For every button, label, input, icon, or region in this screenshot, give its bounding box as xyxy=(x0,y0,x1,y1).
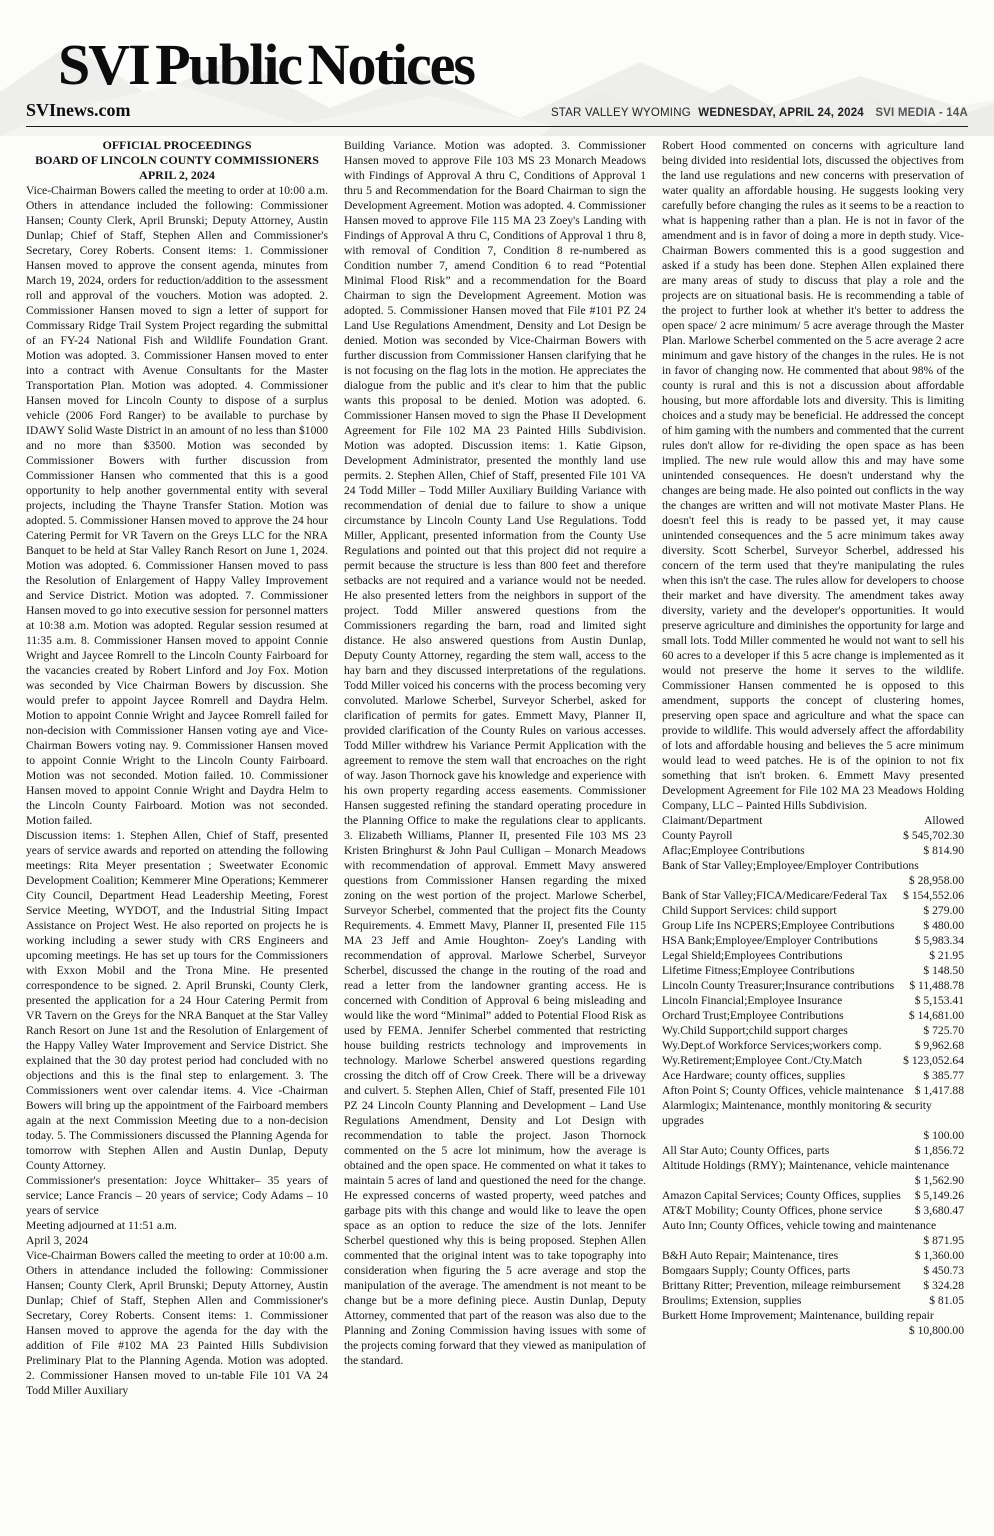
claim-amount: $ 3,680.47 xyxy=(914,1204,964,1217)
claim-amount: $ 21.95 xyxy=(929,949,964,962)
claim-row xyxy=(662,918,964,933)
claims-header xyxy=(662,813,964,828)
claim-name: Auto Inn; County Offices, vehicle towing and maintenance xyxy=(662,1219,937,1232)
claim-amount: $ 123,052.64 xyxy=(903,1054,964,1067)
claim-name: Amazon Capital Services; County Offices, supplies xyxy=(662,1189,901,1202)
claim-name: Wy.Retirement;Employee Cont./Cty.Match xyxy=(662,1054,863,1067)
claim-name: Lincoln County Treasurer;Insurance contributions xyxy=(662,979,895,992)
paragraph: Building Variance. Motion was adopted. 3. Commissioner Hansen moved to approve File 103 MS 23 Monarch Meadows with Findings of Approval A thru C, Conditions of Approval 1 thru 5 and Recommendation for the Board Chairman to sign the Development Agreement. Motion was adopted. 4. Commissioner Hansen moved to approve File 115 MA 23 Zoey's Landing with Findings of Approval A thru C, Conditions of Approval 1 thru 8, with removal of Condition 7, Condition 8 re-numbered as Condition number 7, amend Condition 6 to read “Potential Minimal Flood Risk” and a recommendation for the Board Chairman to sign the Development Agreement. Motion was adopted. 5. Commissioner Hansen moved that File #101 PZ 24 Land Use Regulations Amendment, Density and Lot Design be denied. Motion was seconded by Vice-Chairman Bowers with further discussion from Commissioner Hansen clarifying that he is not focusing on the flag lots in the motion. He appreciates the dialogue from the public and it's clear to him that the public wants this proposal to be denied. Motion was adopted. 6. Commissioner Hansen moved to sign the Phase II Development Agreement for File 102 MA 23 Painted Hills Subdivision. Motion was adopted. Discussion items: 1. Katie Gipson, Development Administrator, presented the monthly land use permits. 2. Stephen Allen, Chief of Staff, presented File 101 VA 24 Todd Miller – Todd Miller Auxiliary Building Variance with recommendation of denial due to failure to show a unique circumstance by Lincoln County Land Use Regulations. Todd Miller, Applicant, presented information from the County Use Regulations and pointed out that this project did not require a permit because the structure is less than 800 feet and therefore setbacks are not required and a variance would not be needed. He also presented letters from the neighbors in support of the project. Todd Miller answered questions from the Commissioners regarding the barn, road and limited sight distance. He also answered questions from Austin Dunlap, Deputy County Attorney, regarding the stem wall, access to the hay barn and they discussed interpretations of the regulations. Todd Miller voiced his concerns with the process becoming very convoluted. Marlowe Scherbel, Surveyor Scherbel, asked for clarification of permits for gates. Emmett Mavy, Planner II, provided clarification of the County Rules on various accesses. Todd Miller withdrew his Variance Permit Application with the agreement to remove the stem wall that encroaches on the right of way. Jason Thornock gave his knowledge and experience with his own property regarding access easements. Commissioner Hansen suggested refining the standard operating procedure in the Planning Office to make the regulations clear to applicants. 3. Elizabeth Williams, Planner II, presented File 103 MS 23 Kristen Bringhurst & John Paul Culligan – Monarch Meadows with recommendation of approval. Emmett Mavy answered questions from Commissioner Hansen regarding the mixed zoning on the west portion of the project. Marlowe Scherbel, Surveyor Scherbel, commented that the project fits the County Requirements. 4. Emmett Mavy, Planner II, presented File 115 MA 23 Jeff and Amie Houghton- Zoey's Landing with recommendation of approval. Marlowe Scherbel, Surveyor Scherbel, discussed the change in the routing of the road and read a letter from the landowner granting access. He is concerned with Condition of Approval 6 being misleading and would like the word “Minimal” added to Potential Flood Risk as used by FEMA. Jennifer Scherbel commented that restricting house building restricts technology and improvements in technology. Marlowe Scherbel answered questions regarding crossing the ditch off of Crow Creek. There will be a driveway and culvert. 5. Stephen Allen, Chief of Staff, presented File 101 PZ 24 Lincoln County Planning and Development – Land Use Regulations Amendment, Density and Lot Design with recommendation to table the project. Jason Thornock commented on the 5 acre lot minimum, how the average is obtained and the open space. He commented on what it takes to maintain 5 acres of land and questioned the need for the change. He expressed concerns of wasted property, weed patches and garbage pits with this change and would like to leave the open space as an option to reduce the size of the lots. Jennifer Scherbel questioned why this is being proposed. Stephen Allen commented that the original intent was to take topography into consideration when figuring the 5 acre average and stop the manipulation of the average. The amendment is not meant to be change but be a more defining piece. Austin Dunlap, Deputy Attorney, commented that part of the reason was also due to the Planning and Zoning Commission having issues with some of the projects coming forward that they viewed as manipulation of the standard. xyxy=(344,139,646,1367)
paragraph: Discussion items: 1. Stephen Allen, Chief of Staff, presented years of service awards and reported on attending the following meetings: Rita Meyer presentation ; Sweetwater Economic Development Coalition; Kemmerer Mine Operations; Kemmerer City Council, Department Head Leadership Meeting, Forest Service Meeting, WYDOT, and the Industrial Siting Impact Assistance on Project West. He also reported on projects he is working including a sewer study with CRS Engineers and upcoming meetings. He has set up tours for the Commissioners with Exxon Mobil and the Trona Mine. He presented correspondence to be signed. 2. April Brunski, County Clerk, presented the application for a 24 Hour Catering Permit from VR Tavern on the Greys for the NRA Banquet at the Star Valley Ranch Resort on June 1st and the Resolution of Enlargement of the Happy Valley Water Improvement and Service District. She explained that the 30 day protest period had concluded with no objections and this is the final step to enlargement. 3. The Commissioners went over calendar items. 4. Vice -Chairman Bowers will bring up the appointment of the Fairboard members again at the next Commission Meeting due to a non-decision today. 5. The Commissioners discussed the Planning Agenda for tomorrow with Stephen Allen and Austin Dunlap, Deputy County Attorney. xyxy=(26,829,328,1172)
claim-name: Broulims; Extension, supplies xyxy=(662,1294,802,1307)
paragraph: Meeting adjourned at 11:51 a.m. xyxy=(26,1219,177,1232)
claims-table xyxy=(662,813,964,1338)
masthead xyxy=(26,0,968,127)
claim-name: AT&T Mobility; County Offices, phone service xyxy=(662,1204,883,1217)
claim-amount: $ 450.73 xyxy=(923,1264,964,1277)
claim-row xyxy=(662,1203,964,1218)
claim-amount: $ 5,153.41 xyxy=(914,994,964,1007)
claim-row xyxy=(662,903,964,918)
claim-row xyxy=(662,1218,964,1248)
claim-name: Bank of Star Valley;Employee/Employer Contributions xyxy=(662,859,919,872)
claim-amount: $ 725.70 xyxy=(923,1024,964,1037)
claim-amount: $ 1,856.72 xyxy=(914,1144,964,1157)
article-column-2 xyxy=(344,138,646,1524)
claim-name: Alarmlogix; Maintenance, monthly monitoring & security upgrades xyxy=(662,1099,932,1127)
claim-amount: $ 5,149.26 xyxy=(914,1189,964,1202)
masthead-title: SVI Public Notices xyxy=(58,32,474,97)
claim-row xyxy=(662,933,964,948)
claims-rows xyxy=(662,828,964,1338)
claim-row xyxy=(662,1308,964,1338)
claim-row xyxy=(662,1248,964,1263)
article-column-1 xyxy=(26,138,328,1524)
paragraph: Vice-Chairman Bowers called the meeting to order at 10:00 a.m. Others in attendance included the following: Commissioner Hansen; County Clerk, April Brunski; Deputy Attorney, Austin Dunlap; Chief of Staff, Stephen Allen and Commissioner's Secretary, Corey Roberts. Consent items: 1. Commissioner Hansen moved to approve the consent agenda, minutes from March 19, 2024, orders for reduction/addition to the assessment roll and approval of the vouchers. Motion was adopted. 2. Commissioner Hansen moved to sign a letter of support for Commissary Ridge Trail System Project regarding the submittal of an FY-24 National Fish and Wildlife Foundation Grant. Motion was adopted. 3. Commissioner Hansen moved to enter into a contract with Avenue Consultants for the Master Transportation Plan. Motion was adopted. 4. Commissioner Hansen moved for Lincoln County to dispose of a surplus vehicle (2006 Ford Ranger) to be available to purchase by IDAWY Solid Waste District in an amount of no less than $1000 and no more than $3500. Motion was seconded by Commissioner Bowers with further discussion from Commissioner Hansen who commented that this is a good opportunity to help another governmental entity with several projects, including the Thayne Transfer Station. Motion was adopted. 5. Commissioner Hansen moved to approve the 24 hour Catering Permit for VR Tavern on the Greys LLC for the NRA Banquet to be held at Star Valley Ranch Resort on June 1, 2024. Motion was adopted. 6. Commissioner Hansen moved to pass the Resolution of Enlargement of Happy Valley Improvement and Service District. Motion was adopted. 7. Commissioner Hansen moved to go into executive session for personnel matters at 10:38 a.m. Motion was adopted. Regular session resumed at 11:35 a.m. 8. Commissioner Hansen moved to appoint Connie Wright and Jaycee Romrell to the Lincoln County Fairboard for the vacancies created by Robert Linford and Joy Fox. Motion was seconded by Vice Chairman Bowers by discussion. She would prefer to appoint Jaycee Romrell and Daydra Helm. Motion to appoint Connie Wright and Jaycee Romrell failed for non-decision with Commissioner Hansen voting aye and Vice-Chairman Bowers voting nay. 9. Commissioner Hansen moved to appoint Connie Wright to the Lincoln County Fairboard. Motion was not seconded. Motion failed. 10. Commissioner Hansen moved to appoint Connie Wright and Daydra Helm to the Lincoln County Fairboard. Motion was not seconded. Motion failed. xyxy=(26,184,328,827)
claim-name: Bank of Star Valley;FICA/Medicare/Federal Tax xyxy=(662,889,888,902)
claim-row xyxy=(662,1098,964,1143)
paragraph: Commissioner's presentation: Joyce Whittaker– 35 years of service; Lance Francis – 20 years of service; Cody Adams – 10 years of service xyxy=(26,1174,328,1217)
claim-name: Group Life Ins NCPERS;Employee Contributions xyxy=(662,919,895,932)
article-heading-board: BOARD OF LINCOLN COUNTY COMMISSIONERS xyxy=(35,153,319,167)
claim-name: County Payroll xyxy=(662,829,733,842)
claims-header-claimant: Claimant/Department xyxy=(662,814,763,827)
claim-row xyxy=(662,1188,964,1203)
claim-name: Brittany Ritter; Prevention, mileage reimbursement xyxy=(662,1279,901,1292)
claim-amount: $ 81.05 xyxy=(929,1294,964,1307)
paragraph: Vice-Chairman Bowers called the meeting to order at 10:00 a.m. Others in attendance included the following: Commissioner Hansen; County Clerk, April Brunski; Deputy Attorney, Austin Dunlap; Chief of Staff, Stephen Allen and Commissioner's Secretary, Corey Roberts. Consent items: 1. Commissioner Hansen moved to approve the agenda for the day with the addition of File #102 MA 23 Painted Hills Subdivision Preliminary Plat to the Planning Agenda. Motion was adopted. 2. Commissioner Hansen moved to un-table File 101 VA 24 Todd Miller Auxiliary xyxy=(26,1249,328,1397)
claim-name: Altitude Holdings (RMY); Maintenance, vehicle maintenance xyxy=(662,1159,950,1172)
claim-row xyxy=(662,1068,964,1083)
claim-row xyxy=(662,1023,964,1038)
claim-row xyxy=(662,948,964,963)
article-column-3 xyxy=(662,138,964,1524)
claim-row xyxy=(662,843,964,858)
masthead-divider xyxy=(26,126,968,127)
article-heading-proceedings: OFFICIAL PROCEEDINGS xyxy=(102,138,252,152)
claim-name: Child Support Services: child support xyxy=(662,904,837,917)
paragraph: Robert Hood commented on concerns with agriculture land being divided into residential lots, discussed the objectives from the land use regulations and new concerns with preservation of water quality an affordable housing. He suggests looking very carefully before changing the rules as it seems to be a reaction to what is happening rather than a plan. He is not in favor of the amendment and is in favor of doing a more in depth study. Vice-Chairman Bowers commented this is a good suggestion and asked if a study has been done. Stephen Allen explained there are many areas of study to discuss that play a role and the projects are on situational basis. He is recommending a table of the project to further look at whether it's better to address the open space/ 2 acre minimum/ 5 acre average through the Master Plan. Marlowe Scherbel commented on the 5 acre average 2 acre minimum and gave history of the changes in the rules. He is not in favor of changing now. He commented that about 98% of the county is rural and this is not a discussion about affordable housing, but more affordable lots and diversity. This is limiting choices and a study may be beneficial. He addressed the concept of him gaming with the numbers and commented that the current rules don't allow for re-dividing the open space as has been implied. The new rule would allow this and may have some unintended consequences. He doesn't understand why the changes are being made. He also pointed out conflicts in the way the changes are written and will not motivate Master Plans. He doesn't feel this is ready to be passed yet, it may cause unintended consequences and the 5 acre minimum takes away diversity. Scott Scherbel, Surveyor Scherbel, addressed his concern of the term used that they're manipulating the rules when this isn't the case. The rules allow for developers to choose their market and have diversity. The amendment takes away diversity, variety and the developer's opportunities. It would preserve agriculture and diminishes the opportunity for large and small lots. Todd Miller commented he would not want to sell his 60 acres to a developer if this 5 acre change is implemented as it would not preserve the home it serves to the wildlife. Commissioner Hansen commented he is opposed to this amendment, supports the concept of clustering homes, preserving open space and agriculture and what the space can provide to wildlife. This would adversely affect the affordability of lots and affordable housing and believes the 5 acre minimum would lead to weed patches. He is of the opinion to not fix something that isn't broken. 6. Emmett Mavy presented Development Agreement for File 102 MA 23 Meadows Holding Company, LLC – Painted Hills Subdivision. xyxy=(662,139,964,812)
claim-row xyxy=(662,1053,964,1068)
claim-amount: $ 324.28 xyxy=(923,1279,964,1292)
claim-row xyxy=(662,828,964,843)
claim-name: B&H Auto Repair; Maintenance, tires xyxy=(662,1249,839,1262)
claim-amount: $ 871.95 xyxy=(923,1234,964,1247)
dateline-location: STAR VALLEY WYOMING xyxy=(550,107,691,119)
claim-name: Aflac;Employee Contributions xyxy=(662,844,805,857)
claims-header-allowed: Allowed xyxy=(924,814,964,827)
paragraph: April 3, 2024 xyxy=(26,1234,89,1247)
claim-amount: $ 1,360.00 xyxy=(914,1249,964,1262)
claim-name: Wy.Dept.of Workforce Services;workers comp. xyxy=(662,1039,882,1052)
claim-row xyxy=(662,1038,964,1053)
claim-name: Lincoln Financial;Employee Insurance xyxy=(662,994,843,1007)
claim-amount: $ 545,702.30 xyxy=(903,829,964,842)
claim-name: Burkett Home Improvement; Maintenance, building repair xyxy=(662,1309,934,1322)
dateline-row xyxy=(26,100,968,126)
claim-amount: $ 480.00 xyxy=(923,919,964,932)
column-1-paragraphs xyxy=(26,183,328,1398)
claim-row xyxy=(662,1008,964,1023)
claim-row xyxy=(662,1083,964,1098)
claim-amount: $ 814.90 xyxy=(923,844,964,857)
article-heading-date: APRIL 2, 2024 xyxy=(139,168,215,182)
claim-amount: $ 5,983.34 xyxy=(914,934,964,947)
claim-name: Orchard Trust;Employee Contributions xyxy=(662,1009,844,1022)
claim-amount: $ 1,562.90 xyxy=(914,1174,964,1187)
claim-amount: $ 100.00 xyxy=(923,1129,964,1142)
claim-amount: $ 148.50 xyxy=(923,964,964,977)
claim-row xyxy=(662,993,964,1008)
claim-name: Legal Shield;Employees Contributions xyxy=(662,949,843,962)
claim-row xyxy=(662,888,964,903)
claim-name: Bomgaars Supply; County Offices, parts xyxy=(662,1264,851,1277)
claim-amount: $ 14,681.00 xyxy=(908,1009,964,1022)
column-2-paragraphs xyxy=(344,138,646,1368)
claim-row xyxy=(662,1143,964,1158)
site-url: SVInews.com xyxy=(26,100,131,120)
claim-name: Afton Point S; County Offices, vehicle maintenance xyxy=(662,1084,904,1097)
dateline xyxy=(551,107,968,119)
claim-row xyxy=(662,963,964,978)
claim-amount: $ 28,958.00 xyxy=(908,874,964,887)
claim-amount: $ 9,962.68 xyxy=(914,1039,964,1052)
dateline-date: WEDNESDAY, APRIL 24, 2024 xyxy=(698,107,864,119)
claim-amount: $ 10,800.00 xyxy=(908,1324,964,1337)
claim-name: HSA Bank;Employee/Employer Contributions xyxy=(662,934,878,947)
claim-amount: $ 279.00 xyxy=(923,904,964,917)
claim-amount: $ 385.77 xyxy=(923,1069,964,1082)
claim-row xyxy=(662,1278,964,1293)
claim-name: Ace Hardware; county offices, supplies xyxy=(662,1069,845,1082)
article xyxy=(26,138,968,1524)
edition-label: SVI MEDIA - 14A xyxy=(875,107,968,119)
claim-name: Wy.Child Support;child support charges xyxy=(662,1024,848,1037)
claim-row xyxy=(662,858,964,888)
claim-row xyxy=(662,1263,964,1278)
claim-row xyxy=(662,1158,964,1188)
claim-amount: $ 11,488.78 xyxy=(909,979,964,992)
claim-row xyxy=(662,978,964,993)
claim-amount: $ 154,552.06 xyxy=(903,889,964,902)
claim-amount: $ 1,417.88 xyxy=(914,1084,964,1097)
claim-name: All Star Auto; County Offices, parts xyxy=(662,1144,830,1157)
claim-row xyxy=(662,1293,964,1308)
claim-name: Lifetime Fitness;Employee Contributions xyxy=(662,964,855,977)
column-3-paragraphs xyxy=(662,138,964,813)
